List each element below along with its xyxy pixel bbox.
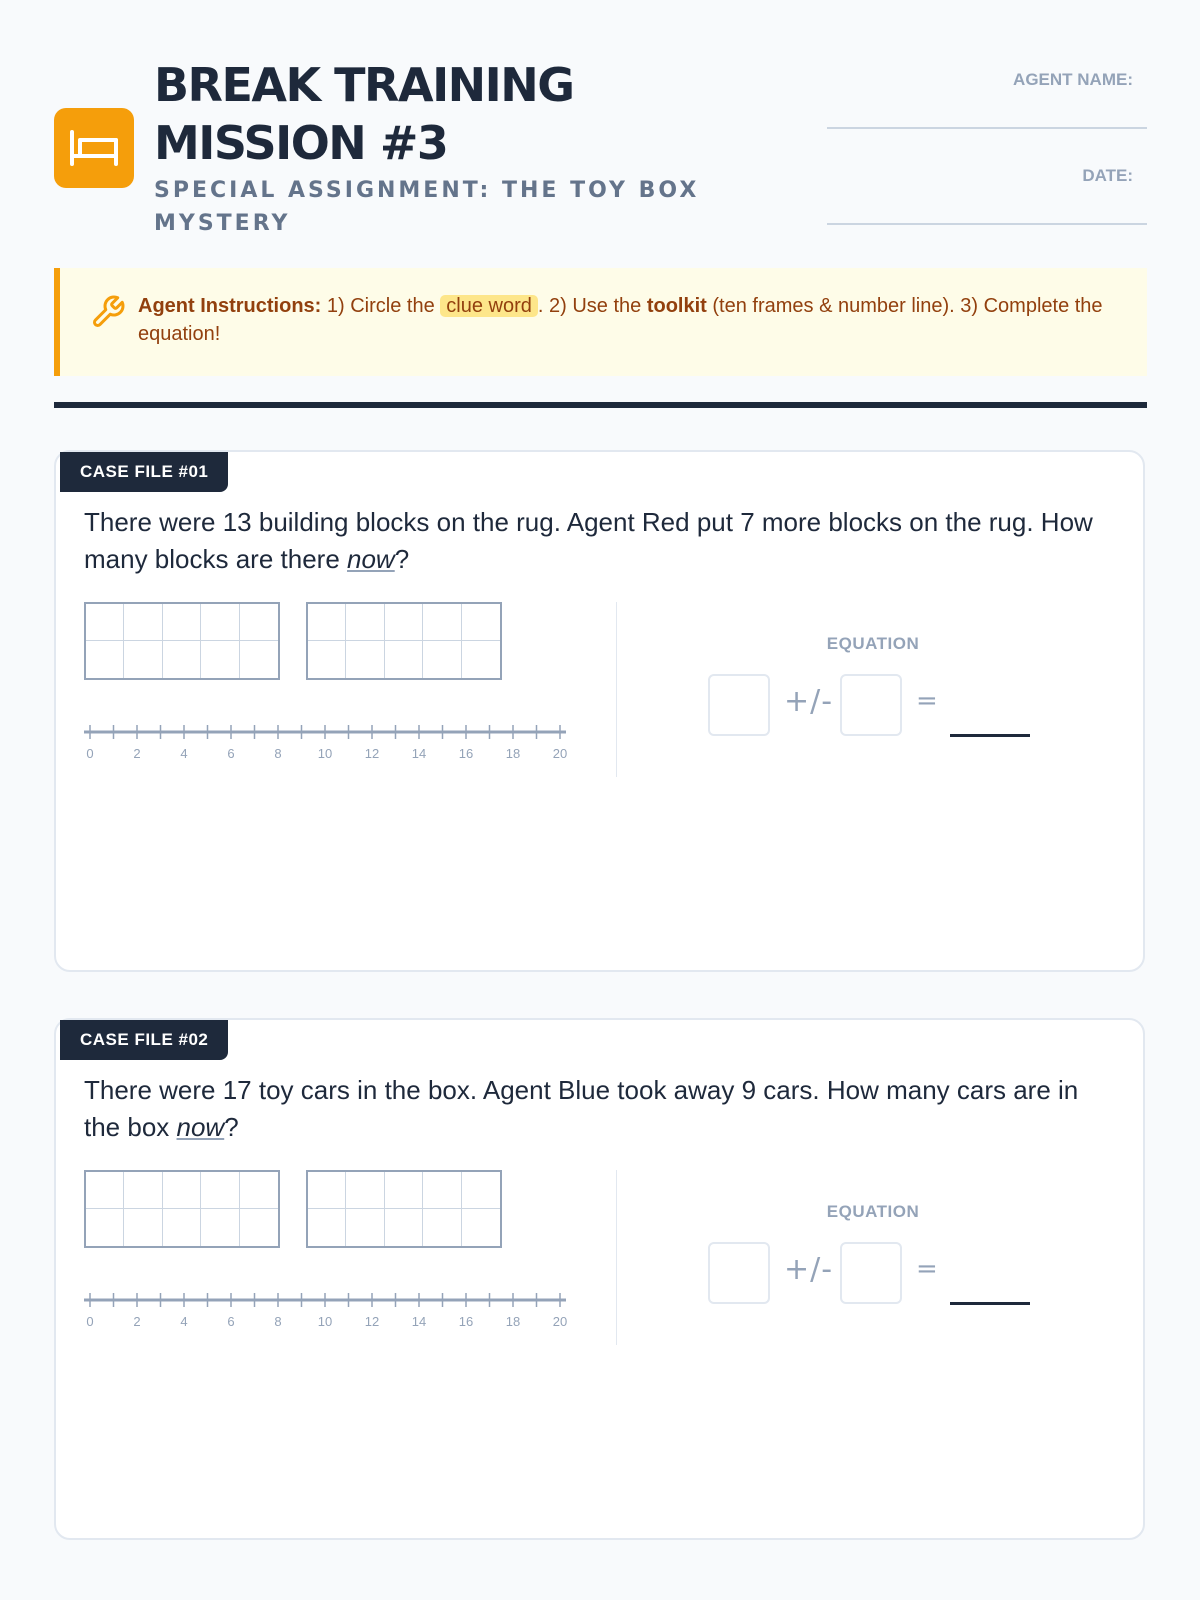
number-line-label: 16 xyxy=(458,746,474,761)
number-line-label: 0 xyxy=(86,746,94,761)
number-line-label: 2 xyxy=(133,1314,141,1329)
answer-line[interactable] xyxy=(950,734,1030,737)
number-line-label: 20 xyxy=(552,746,568,761)
ten-frame[interactable] xyxy=(84,1170,280,1248)
answer-line[interactable] xyxy=(950,1302,1030,1305)
number-line-label: 0 xyxy=(86,1314,94,1329)
number-line-label: 20 xyxy=(552,1314,568,1329)
section-separator xyxy=(616,602,617,777)
case-file-card xyxy=(54,450,1145,972)
agent-name-label: AGENT NAME: xyxy=(1013,70,1133,89)
number-line-label: 18 xyxy=(505,1314,521,1329)
clue-word[interactable]: now xyxy=(347,544,395,574)
case-file-tag: CASE FILE #02 xyxy=(60,1020,228,1060)
toolkit-word: toolkit xyxy=(646,295,707,317)
toolkit-area xyxy=(84,1170,624,1350)
word-problem[interactable] xyxy=(84,504,1114,578)
date-label: DATE: xyxy=(1082,166,1133,185)
equation-area xyxy=(708,634,1038,754)
agent-fields xyxy=(827,56,1147,248)
agent-name-field[interactable] xyxy=(827,56,1147,152)
number-line-label: 12 xyxy=(364,746,380,761)
question-end: ? xyxy=(224,1112,239,1142)
toolkit-area xyxy=(84,602,624,782)
question-text[interactable]: There were 13 building blocks on the rug. Agent Red put 7 more blocks on the rug. How many blocks are there xyxy=(84,507,1093,574)
number-line-label: 6 xyxy=(227,1314,235,1329)
equation-first-box[interactable] xyxy=(708,674,770,736)
equals-symbol: = xyxy=(916,686,938,716)
section-separator xyxy=(616,1170,617,1345)
equation-second-box[interactable] xyxy=(840,1242,902,1304)
instructions-part1: 1) Circle the xyxy=(321,295,441,317)
instructions-lead: Agent Instructions: xyxy=(138,295,322,317)
word-problem[interactable] xyxy=(84,1072,1114,1146)
equation-second-box[interactable] xyxy=(840,674,902,736)
number-line-label: 8 xyxy=(274,1314,282,1329)
number-line-label: 14 xyxy=(411,746,427,761)
worksheet-page xyxy=(54,0,1147,1600)
case-file-tag: CASE FILE #01 xyxy=(60,452,228,492)
number-line-label: 8 xyxy=(274,746,282,761)
agent-name-line[interactable] xyxy=(827,127,1147,129)
date-field[interactable] xyxy=(827,152,1147,248)
number-line-label: 18 xyxy=(505,746,521,761)
instructions-part3: (ten frames & number line). 3) Complete the equation! xyxy=(138,295,1103,345)
number-line[interactable] xyxy=(84,1288,570,1328)
number-line[interactable] xyxy=(84,720,570,760)
worksheet-header xyxy=(54,56,1147,246)
clue-word[interactable]: now xyxy=(176,1112,225,1142)
number-line-label: 4 xyxy=(180,746,188,761)
instructions-text xyxy=(138,292,1138,348)
number-line-label: 6 xyxy=(227,746,235,761)
operator-symbol: +/- xyxy=(784,1252,834,1287)
ten-frame[interactable] xyxy=(306,602,502,680)
number-line-label: 14 xyxy=(411,1314,427,1329)
ten-frame[interactable] xyxy=(306,1170,502,1248)
page-subtitle: SPECIAL ASSIGNMENT: THE TOY BOX MYSTERY xyxy=(154,178,700,236)
bed-icon xyxy=(54,108,134,188)
header-divider xyxy=(54,402,1147,408)
equals-symbol: = xyxy=(916,1254,938,1284)
instructions-part2: . 2) Use the xyxy=(537,295,647,317)
instructions-box xyxy=(54,268,1147,376)
number-line-label: 12 xyxy=(364,1314,380,1329)
question-end: ? xyxy=(394,544,410,574)
clue-word-highlight: clue word xyxy=(440,295,538,317)
case-file-card xyxy=(54,1018,1145,1540)
ten-frame[interactable] xyxy=(84,602,280,680)
equation-label: EQUATION xyxy=(826,634,920,653)
question-text[interactable]: There were 17 toy cars in the box. Agent Blue took away 9 cars. How many cars are in the box xyxy=(84,1075,1079,1142)
equation-area xyxy=(708,1202,1038,1322)
number-line-label: 10 xyxy=(317,1314,333,1329)
page-title: BREAK TRAINING MISSION #3 xyxy=(154,58,574,170)
number-line-label: 16 xyxy=(458,1314,474,1329)
date-line[interactable] xyxy=(827,223,1147,225)
number-line-label: 2 xyxy=(133,746,141,761)
equation-label: EQUATION xyxy=(826,1202,920,1221)
number-line-label: 4 xyxy=(180,1314,188,1329)
equation-first-box[interactable] xyxy=(708,1242,770,1304)
wrench-icon xyxy=(90,294,126,330)
operator-symbol: +/- xyxy=(784,684,834,719)
number-line-label: 10 xyxy=(317,746,333,761)
